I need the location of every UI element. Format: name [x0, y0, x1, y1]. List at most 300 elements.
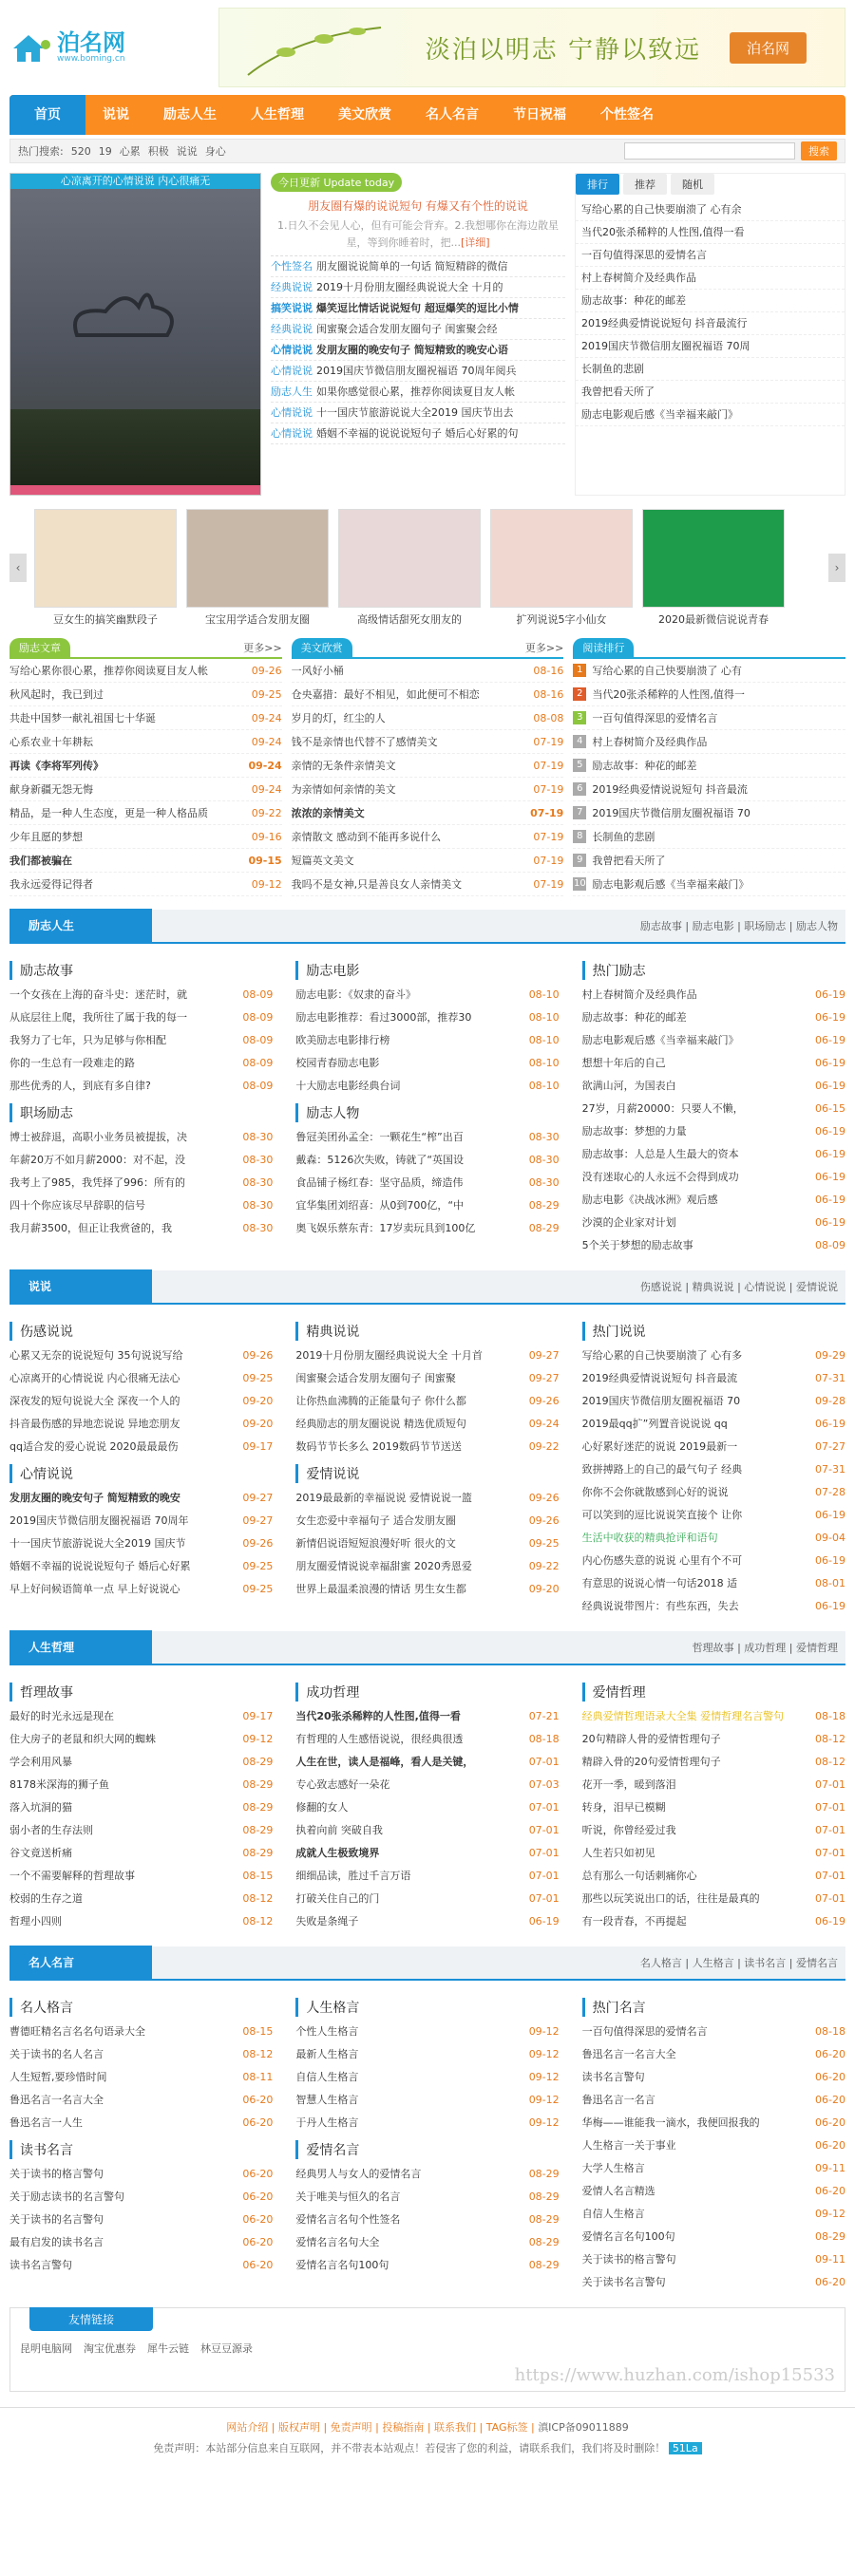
- footer-links[interactable]: 网站介绍 | 版权声明 | 免责声明 | 投稿指南 | 联系我们 | TAG标签 | 滇ICP备09011889: [226, 2421, 629, 2434]
- item-title[interactable]: 励志电影《决战冰洲》观后感: [581, 1194, 718, 1206]
- list-item[interactable]: [10, 1029, 273, 1052]
- rank-item[interactable]: 写给心累的自己快要崩溃了 心有余: [576, 198, 845, 221]
- list-item[interactable]: [292, 754, 564, 778]
- item-title[interactable]: 转身，泪早已模糊: [581, 1801, 666, 1814]
- list-item[interactable]: [295, 1728, 559, 1751]
- list-item[interactable]: [10, 659, 282, 683]
- item-title[interactable]: 华梅——谁能我一滴水，我便回报我的: [581, 2116, 760, 2129]
- item-title[interactable]: 世界上最温柔浪漫的情话 男生女生都: [295, 1583, 466, 1595]
- list-item[interactable]: [582, 1842, 846, 1865]
- item-title[interactable]: 一个女孩在上海的奋斗史：迷茫时，就: [10, 988, 187, 1001]
- item-title[interactable]: 2019国庆节微信朋友圈祝福语 70: [581, 1395, 741, 1407]
- list-item[interactable]: [582, 1006, 846, 1029]
- item-title[interactable]: 人生短暂,要珍惜时间: [10, 2071, 107, 2083]
- item-title[interactable]: 鲁迅名言一人生: [10, 2116, 83, 2129]
- nav-item[interactable]: 首页: [10, 95, 86, 135]
- item-title[interactable]: 20句精辟人骨的爱情哲理句子: [581, 1733, 721, 1745]
- item-title[interactable]: 爱情名言名句大全: [295, 2236, 380, 2248]
- item-title[interactable]: 鲁迅名言一名言大全: [10, 2094, 104, 2106]
- group-heading[interactable]: 成功哲理: [295, 1683, 559, 1702]
- rank-item[interactable]: 一百句值得深思的爱情名言: [576, 244, 845, 267]
- update-title[interactable]: 如果你感觉很心累，推荐你阅读夏目友人帐: [316, 385, 515, 398]
- list-item[interactable]: [10, 1532, 273, 1555]
- list-item[interactable]: [295, 1029, 559, 1052]
- group-heading[interactable]: 爱情说说: [295, 1464, 559, 1483]
- list-item[interactable]: [582, 2271, 846, 2294]
- item-title[interactable]: 亲情散文 感动到不能再多说什么: [291, 831, 442, 843]
- update-category[interactable]: 经典说说: [271, 281, 313, 293]
- item-title[interactable]: 再读《李将军列传》: [10, 760, 104, 772]
- item-title[interactable]: 我吗不是女神,只是善良女人亲情美文: [291, 878, 463, 891]
- list-item[interactable]: [295, 1126, 559, 1149]
- item-title[interactable]: 校弱的生存之道: [10, 1892, 83, 1905]
- item-title[interactable]: 5个关于梦想的励志故事: [581, 1239, 694, 1251]
- item-title[interactable]: 岁月的灯，红尘的人: [291, 712, 386, 724]
- item-title[interactable]: 精辟入骨的20句爱情哲理句子: [581, 1756, 721, 1768]
- item-title[interactable]: 弱小者的生存法则: [10, 1824, 93, 1836]
- item-title[interactable]: 校园青春励志电影: [295, 1057, 380, 1069]
- item-title[interactable]: 爱情名言名句100句: [295, 2259, 390, 2271]
- list-item[interactable]: [10, 1910, 273, 1933]
- rank-title[interactable]: 励志故事：种花的邮差: [592, 760, 697, 772]
- list-item[interactable]: [295, 1510, 559, 1532]
- item-title[interactable]: 一个不需要解释的哲理故事: [10, 1870, 135, 1882]
- list-item[interactable]: [582, 1166, 846, 1189]
- list-item[interactable]: [10, 1888, 273, 1910]
- update-category[interactable]: 心情说说: [271, 344, 313, 356]
- item-title[interactable]: 戴森：5126次失败，铸就了“英国设: [295, 1154, 465, 1166]
- rank-tab[interactable]: 排行: [576, 174, 619, 195]
- item-title[interactable]: 哲理小四则: [10, 1915, 62, 1927]
- item-title[interactable]: 关于读书的格言警句: [10, 2168, 104, 2180]
- gallery-caption[interactable]: 高级情话甜死女朋友的: [357, 613, 462, 626]
- item-title[interactable]: 为亲情如何亲情的美文: [291, 783, 396, 796]
- update-title[interactable]: 朋友圈说说简单的一句话 简短精辟的微信: [316, 260, 508, 273]
- list-item[interactable]: [10, 778, 282, 801]
- nav-item[interactable]: 节日祝福: [513, 107, 566, 122]
- list-item[interactable]: [582, 1527, 846, 1550]
- item-title[interactable]: qq适合发的爱心说说 2020最最最伤: [10, 1440, 179, 1453]
- rank-item[interactable]: 励志电影观后感《当幸福来敲门》: [576, 404, 845, 426]
- search-input[interactable]: [624, 142, 795, 160]
- item-title[interactable]: 短篇英文美文: [291, 855, 354, 867]
- item-title[interactable]: 失败是条绳子: [295, 1915, 359, 1927]
- item-title[interactable]: 关于读书的格言警句: [581, 2253, 676, 2266]
- list-item[interactable]: [10, 1149, 273, 1172]
- hot-term[interactable]: 19: [98, 145, 112, 158]
- item-title[interactable]: 专心致志感好一朵花: [295, 1778, 390, 1791]
- list-item[interactable]: [582, 2226, 846, 2248]
- list-item[interactable]: [10, 1367, 273, 1390]
- list-item[interactable]: [582, 1344, 846, 1367]
- item-title[interactable]: 成就人生极致境界: [295, 1847, 380, 1859]
- rank-item[interactable]: [573, 849, 846, 873]
- item-title[interactable]: 励志电影：《奴隶的奋斗》: [295, 988, 416, 1001]
- list-item[interactable]: [10, 754, 282, 778]
- banner[interactable]: [218, 8, 846, 87]
- more-link[interactable]: [详细]: [460, 236, 490, 249]
- item-title[interactable]: 共赴中国梦一献礼祖国七十华诞: [10, 712, 156, 724]
- item-title[interactable]: 8178米深海的狮子鱼: [10, 1778, 109, 1791]
- item-title[interactable]: 早上好问候语简单一点 早上好说说心: [10, 1583, 180, 1595]
- item-title[interactable]: 最新人生格言: [295, 2048, 359, 2060]
- list-item[interactable]: [10, 683, 282, 706]
- list-item[interactable]: [582, 1367, 846, 1390]
- list-item[interactable]: [582, 1572, 846, 1595]
- list-item[interactable]: [582, 1098, 846, 1120]
- item-title[interactable]: 亲情的无条件亲情美文: [291, 760, 396, 772]
- next-arrow-icon[interactable]: ›: [828, 554, 846, 582]
- list-item[interactable]: [582, 1481, 846, 1504]
- list-item[interactable]: [292, 683, 564, 706]
- group-heading[interactable]: 读书名言: [10, 2140, 273, 2159]
- item-title[interactable]: 婚姻不幸福的说说说短句子 婚后心好累: [10, 1560, 191, 1572]
- list-item[interactable]: [10, 1555, 273, 1578]
- item-title[interactable]: 奥飞娱乐蔡东青：17岁卖玩具到100亿: [295, 1222, 476, 1234]
- item-title[interactable]: 经典爱情哲理语录大全集 爱情哲理名言警句: [581, 1710, 785, 1722]
- update-title[interactable]: 爆笑逗比情话说说短句 超逗爆笑的逗比小情: [316, 302, 519, 314]
- logo[interactable]: [10, 31, 209, 64]
- list-item[interactable]: [10, 2163, 273, 2186]
- list-item[interactable]: [292, 659, 564, 683]
- item-title[interactable]: 钱不是亲情也代替不了感情美文: [291, 736, 438, 748]
- list-item[interactable]: [10, 706, 282, 730]
- rank-item[interactable]: [573, 778, 846, 801]
- rank-title[interactable]: 我曾把看天所了: [592, 855, 666, 867]
- group-heading[interactable]: 爱情名言: [295, 2140, 559, 2159]
- item-title[interactable]: 沙漠的企业家对计划: [581, 1216, 676, 1229]
- section-title[interactable]: 励志人生: [10, 909, 152, 943]
- list-item[interactable]: [292, 778, 564, 801]
- gallery-item[interactable]: [338, 509, 481, 627]
- list-item[interactable]: [10, 1728, 273, 1751]
- rank-item[interactable]: 当代20张杀稀粹的人性图,值得一看: [576, 221, 845, 244]
- item-title[interactable]: 经典男人与女人的爱情名言: [295, 2168, 422, 2180]
- item-title[interactable]: 可以笑到的逗比说说笑直接个 让你: [581, 1509, 743, 1521]
- friend-link[interactable]: 犀牛云链: [147, 2342, 189, 2355]
- gallery-image[interactable]: [34, 509, 177, 608]
- list-item[interactable]: [582, 2021, 846, 2043]
- item-title[interactable]: 仓央嘉措：最好不相见，如此便可不相恋: [291, 688, 480, 701]
- item-title[interactable]: 爱情名言名句100句: [581, 2230, 675, 2243]
- list-item[interactable]: [582, 1910, 846, 1933]
- item-title[interactable]: 你的一生总有一段难走的路: [10, 1057, 135, 1069]
- update-title[interactable]: 闺蜜聚会适合发朋友圈句子 闺蜜聚会经: [316, 323, 498, 335]
- update-category[interactable]: 励志人生: [271, 385, 313, 398]
- list-item[interactable]: [295, 1436, 559, 1458]
- item-title[interactable]: 落入坑洞的猫: [10, 1801, 72, 1814]
- item-title[interactable]: 生活中收获的精典抢评和语句: [581, 1532, 718, 1544]
- list-item[interactable]: [10, 1172, 273, 1194]
- rank-item[interactable]: [573, 659, 846, 683]
- gallery-caption[interactable]: 2020最新微信说说青春: [658, 613, 769, 626]
- list-item[interactable]: [295, 1819, 559, 1842]
- list-item[interactable]: [295, 1367, 559, 1390]
- list-item[interactable]: [292, 706, 564, 730]
- gallery-image[interactable]: [642, 509, 785, 608]
- list-item[interactable]: [582, 1774, 846, 1796]
- featured-title[interactable]: 朋友圈有爆的说说短句 有爆又有个性的说说: [308, 199, 528, 213]
- item-title[interactable]: 人生格言一关于事业: [581, 2139, 676, 2152]
- rank-item[interactable]: 2019经典爱情说说短句 抖音最流行: [576, 312, 845, 335]
- update-title[interactable]: 发朋友圈的晚安句子 简短精致的晚安心语: [316, 344, 508, 356]
- item-title[interactable]: 年薪20万不如月薪2000：对不起，没: [10, 1154, 185, 1166]
- list-item[interactable]: [295, 1413, 559, 1436]
- list-item[interactable]: [582, 2203, 846, 2226]
- slideshow[interactable]: [10, 173, 261, 496]
- section-links[interactable]: 励志故事 | 励志电影 | 职场励志 | 励志人物: [639, 920, 838, 932]
- rank-item[interactable]: [573, 825, 846, 849]
- gallery-caption[interactable]: 豆女生的搞笑幽默段子: [53, 613, 158, 626]
- list-item[interactable]: [295, 1705, 559, 1728]
- list-item[interactable]: [10, 1126, 273, 1149]
- list-item[interactable]: [295, 1006, 559, 1029]
- item-title[interactable]: 深夜发的短句说说大全 深夜一个人的: [10, 1395, 180, 1407]
- item-title[interactable]: 四十个你应该尽早辞职的信号: [10, 1199, 145, 1212]
- list-item[interactable]: [295, 2112, 559, 2134]
- list-item[interactable]: [295, 2089, 559, 2112]
- rank-item[interactable]: 2019国庆节微信朋友圈祝福语 70周: [576, 335, 845, 358]
- list-item[interactable]: [295, 1842, 559, 1865]
- nav-item[interactable]: 说说: [103, 107, 129, 122]
- list-item[interactable]: [582, 1819, 846, 1842]
- friend-link[interactable]: 林豆豆源录: [200, 2342, 253, 2355]
- item-title[interactable]: 关于读书的名人名言: [10, 2048, 104, 2060]
- rank-title[interactable]: 2019经典爱情说说短句 抖音最流: [592, 783, 748, 796]
- item-title[interactable]: 新情侣说语短短浪漫好听 很火的文: [295, 1537, 456, 1550]
- list-item[interactable]: [10, 984, 273, 1006]
- item-title[interactable]: 有哲理的人生感悟说说，很经典很透: [295, 1733, 464, 1745]
- item-title[interactable]: 博士被辞退，高职小业务员被提拔，决: [10, 1131, 187, 1143]
- item-title[interactable]: 学会利用风暴: [10, 1756, 72, 1768]
- section-links[interactable]: 哲理故事 | 成功哲理 | 爱情哲理: [692, 1642, 838, 1654]
- update-category[interactable]: 经典说说: [271, 323, 313, 335]
- update-category[interactable]: 个性签名: [271, 260, 313, 273]
- group-heading[interactable]: 职场励志: [10, 1103, 273, 1122]
- gallery-image[interactable]: [338, 509, 481, 608]
- section-links[interactable]: 名人格言 | 人生格言 | 读书名言 | 爱情名言: [639, 1957, 838, 1969]
- item-title[interactable]: 2019经典爱情说说短句 抖音最流: [581, 1372, 738, 1384]
- list-item[interactable]: [582, 1120, 846, 1143]
- item-title[interactable]: 关于读书的名言警句: [10, 2213, 104, 2226]
- list-item[interactable]: [295, 1774, 559, 1796]
- list-item[interactable]: [295, 1052, 559, 1075]
- list-item[interactable]: [10, 2021, 273, 2043]
- list-item[interactable]: [295, 1751, 559, 1774]
- list-item[interactable]: [582, 1075, 846, 1098]
- list-item[interactable]: [10, 825, 282, 849]
- list-item[interactable]: [10, 1842, 273, 1865]
- group-heading[interactable]: 热门说说: [582, 1322, 846, 1341]
- list-item[interactable]: [10, 1796, 273, 1819]
- item-title[interactable]: 关于读书名言警句: [581, 2276, 666, 2288]
- list-item[interactable]: [295, 984, 559, 1006]
- item-title[interactable]: 浓浓的亲情美文: [291, 807, 365, 819]
- item-title[interactable]: 致拼搏路上的自己的最气句子 经典: [581, 1463, 743, 1476]
- list-item[interactable]: [295, 2254, 559, 2277]
- update-category[interactable]: 心情说说: [271, 427, 313, 440]
- item-title[interactable]: 励志故事：人总是人生最大的资本: [581, 1148, 739, 1160]
- item-title[interactable]: 执着向前 突破自我: [295, 1824, 383, 1836]
- group-heading[interactable]: 哲理故事: [10, 1683, 273, 1702]
- group-heading[interactable]: 热门励志: [582, 961, 846, 980]
- list-item[interactable]: [295, 2231, 559, 2254]
- list-item[interactable]: [295, 2209, 559, 2231]
- update-item[interactable]: [271, 340, 565, 361]
- item-title[interactable]: 抖音最伤感的异地恋说说 异地恋朋友: [10, 1418, 180, 1430]
- item-title[interactable]: 听说，你曾经爱过我: [581, 1824, 676, 1836]
- nav-item[interactable]: 名人名言: [426, 107, 479, 122]
- list-item[interactable]: [292, 849, 564, 873]
- list-item[interactable]: [10, 2231, 273, 2254]
- item-title[interactable]: 我努力了七年，只为足够与你相配: [10, 1034, 166, 1046]
- list-item[interactable]: [295, 2186, 559, 2209]
- item-title[interactable]: 让你热血沸腾的正能量句子 你什么都: [295, 1395, 466, 1407]
- list-item[interactable]: [10, 1436, 273, 1458]
- rank-title[interactable]: 2019国庆节微信朋友圈祝福语 70: [592, 807, 750, 819]
- hot-term[interactable]: 心累: [119, 145, 141, 158]
- item-title[interactable]: 十一国庆节旅游说说大全2019 国庆节: [10, 1537, 186, 1550]
- item-title[interactable]: 食品铺子杨红春：坚守品质，缔造伟: [295, 1176, 464, 1189]
- group-heading[interactable]: 励志故事: [10, 961, 273, 980]
- more-link[interactable]: 更多>>: [524, 642, 564, 654]
- list-item[interactable]: [10, 1413, 273, 1436]
- gallery-item[interactable]: [642, 509, 785, 627]
- nav-item[interactable]: 个性签名: [600, 107, 654, 122]
- list-item[interactable]: [10, 1774, 273, 1796]
- update-category[interactable]: 搞笑说说: [271, 302, 313, 314]
- item-title[interactable]: 鲁冠美团孙孟全：一颗花生“榨”出百: [295, 1131, 464, 1143]
- hot-term[interactable]: 积极: [147, 145, 169, 158]
- item-title[interactable]: 想想十年后的自己: [581, 1057, 666, 1069]
- group-heading[interactable]: 人生格言: [295, 1998, 559, 2017]
- rank-item[interactable]: 我曾把看天所了: [576, 381, 845, 404]
- item-title[interactable]: 鲁迅名言一名言大全: [581, 2048, 676, 2060]
- list-item[interactable]: [582, 1504, 846, 1527]
- list-item[interactable]: [295, 1390, 559, 1413]
- list-item[interactable]: [10, 1217, 273, 1240]
- item-title[interactable]: 鲁迅名言一名言: [581, 2094, 656, 2106]
- list-item[interactable]: [292, 873, 564, 896]
- list-item[interactable]: [10, 2209, 273, 2231]
- item-title[interactable]: 那些以玩笑说出口的话，往往是最真的: [581, 1892, 760, 1905]
- list-item[interactable]: [582, 1029, 846, 1052]
- list-item[interactable]: [295, 2021, 559, 2043]
- item-title[interactable]: 写给心累你很心累，推荐你阅读夏目友人帐: [10, 665, 208, 677]
- list-item[interactable]: [10, 1194, 273, 1217]
- list-item[interactable]: [582, 1413, 846, 1436]
- item-title[interactable]: 经典说说带图片：有些东西，失去: [581, 1600, 739, 1612]
- item-title[interactable]: 欧美励志电影排行榜: [295, 1034, 390, 1046]
- update-title[interactable]: 婚姻不幸福的说说说短句子 婚后心好累的句: [316, 427, 519, 440]
- item-title[interactable]: 关于励志读书的名言警句: [10, 2191, 124, 2203]
- item-title[interactable]: 少年且愿的梦想: [10, 831, 83, 843]
- update-title[interactable]: 2019十月份朋友圈经典说说大全 十月的: [316, 281, 504, 293]
- list-item[interactable]: [582, 2089, 846, 2112]
- item-title[interactable]: 心凉离开的心情说说 内心很痛无法心: [10, 1372, 180, 1384]
- list-item[interactable]: [582, 984, 846, 1006]
- update-item[interactable]: [271, 403, 565, 423]
- gallery-item[interactable]: [490, 509, 633, 627]
- list-item[interactable]: [10, 1075, 273, 1098]
- item-title[interactable]: 我考上了985，我凭择了996：所有的: [10, 1176, 185, 1189]
- update-item[interactable]: [271, 423, 565, 444]
- item-title[interactable]: 从底层往上爬，我所往了属于我的每一: [10, 1011, 187, 1024]
- item-title[interactable]: 没有迷取心的人永远不会得到成功: [581, 1171, 739, 1183]
- section-links[interactable]: 伤感说说 | 精典说说 | 心情说说 | 爱情说说: [639, 1281, 838, 1293]
- update-item[interactable]: [271, 382, 565, 403]
- item-title[interactable]: 2019国庆节微信朋友圈祝福语 70周年: [10, 1514, 189, 1527]
- item-title[interactable]: 总有那么一句话刺痛你心: [581, 1870, 697, 1882]
- item-title[interactable]: 最有启发的读书名言: [10, 2236, 104, 2248]
- footer-links-text[interactable]: 网站介绍 | 版权声明 | 免责声明 | 投稿指南 | 联系我们 | TAG标签: [226, 2421, 528, 2434]
- group-heading[interactable]: 爱情哲理: [582, 1683, 846, 1702]
- list-item[interactable]: [582, 2043, 846, 2066]
- item-title[interactable]: 爱情人名言精选: [581, 2185, 656, 2197]
- hot-term[interactable]: 520: [70, 145, 91, 158]
- list-item[interactable]: [582, 1751, 846, 1774]
- prev-arrow-icon[interactable]: ‹: [10, 554, 27, 582]
- item-title[interactable]: 那些优秀的人，到底有多自律?: [10, 1080, 151, 1092]
- item-title[interactable]: 我们都被骗在: [10, 855, 72, 867]
- item-title[interactable]: 我永远爱得记得者: [10, 878, 93, 891]
- item-title[interactable]: 自信人生格言: [295, 2071, 359, 2083]
- item-title[interactable]: 当代20张杀稀粹的人性图,值得一看: [295, 1710, 461, 1722]
- group-heading[interactable]: 热门名言: [582, 1998, 846, 2017]
- item-title[interactable]: 写给心累的自己快要崩溃了 心有多: [581, 1349, 743, 1362]
- rank-title[interactable]: 一百句值得深思的爱情名言: [592, 712, 718, 724]
- item-title[interactable]: 心系农业十年耕耘: [10, 736, 93, 748]
- update-item[interactable]: [271, 361, 565, 382]
- item-title[interactable]: 大学人生格言: [581, 2162, 645, 2174]
- item-title[interactable]: 2019十月份朋友圈经典说说大全 十月首: [295, 1349, 483, 1362]
- item-title[interactable]: 人生在世，读人是福峰，看人是关键，: [295, 1756, 474, 1768]
- rank-item[interactable]: [573, 683, 846, 706]
- hot-term[interactable]: 说说: [176, 145, 198, 158]
- list-item[interactable]: [582, 1550, 846, 1572]
- item-title[interactable]: 爱情名言名句个性签名: [295, 2213, 401, 2226]
- item-title[interactable]: 2019最qq扩”列置音说说说 qq: [581, 1418, 728, 1430]
- rank-tab[interactable]: 推荐: [623, 174, 667, 195]
- friend-link[interactable]: 淘宝优惠券: [84, 2342, 136, 2355]
- nav-item[interactable]: 励志人生: [163, 107, 217, 122]
- gallery-caption[interactable]: 扩列说说5字小仙女: [516, 613, 607, 626]
- item-title[interactable]: 我月薪3500，但正让我赏爸的，我: [10, 1222, 172, 1234]
- rank-item[interactable]: 村上春树简介及经典作品: [576, 267, 845, 290]
- list-item[interactable]: [10, 1578, 273, 1601]
- rank-title[interactable]: 长制鱼的悲剧: [592, 831, 656, 843]
- section-title[interactable]: 人生哲理: [10, 1630, 152, 1664]
- gallery-image[interactable]: [186, 509, 329, 608]
- item-title[interactable]: 你你不会你就散感到心好的说说: [581, 1486, 729, 1498]
- list-item[interactable]: [582, 2112, 846, 2134]
- more-link[interactable]: 更多>>: [243, 642, 282, 654]
- section-title[interactable]: 说说: [10, 1269, 152, 1304]
- item-title[interactable]: 励志电影观后感《当幸福来敲门》: [581, 1034, 739, 1046]
- nav-item[interactable]: 人生哲理: [251, 107, 304, 122]
- item-title[interactable]: 有一段青春，不再提起: [581, 1915, 687, 1927]
- item-title[interactable]: 村上春树简介及经典作品: [581, 988, 697, 1001]
- item-title[interactable]: 内心伤感失意的说说 心里有个不可: [581, 1554, 743, 1567]
- item-title[interactable]: 谷文竟送析痛: [10, 1847, 72, 1859]
- list-item[interactable]: [582, 2134, 846, 2157]
- item-title[interactable]: 宜华集团刘绍喜：从0到700亿，“中: [295, 1199, 465, 1212]
- hot-term[interactable]: 身心: [204, 145, 226, 158]
- group-heading[interactable]: 心情说说: [10, 1464, 273, 1483]
- list-item[interactable]: [10, 1052, 273, 1075]
- rank-item[interactable]: [573, 754, 846, 778]
- list-item[interactable]: [10, 2089, 273, 2112]
